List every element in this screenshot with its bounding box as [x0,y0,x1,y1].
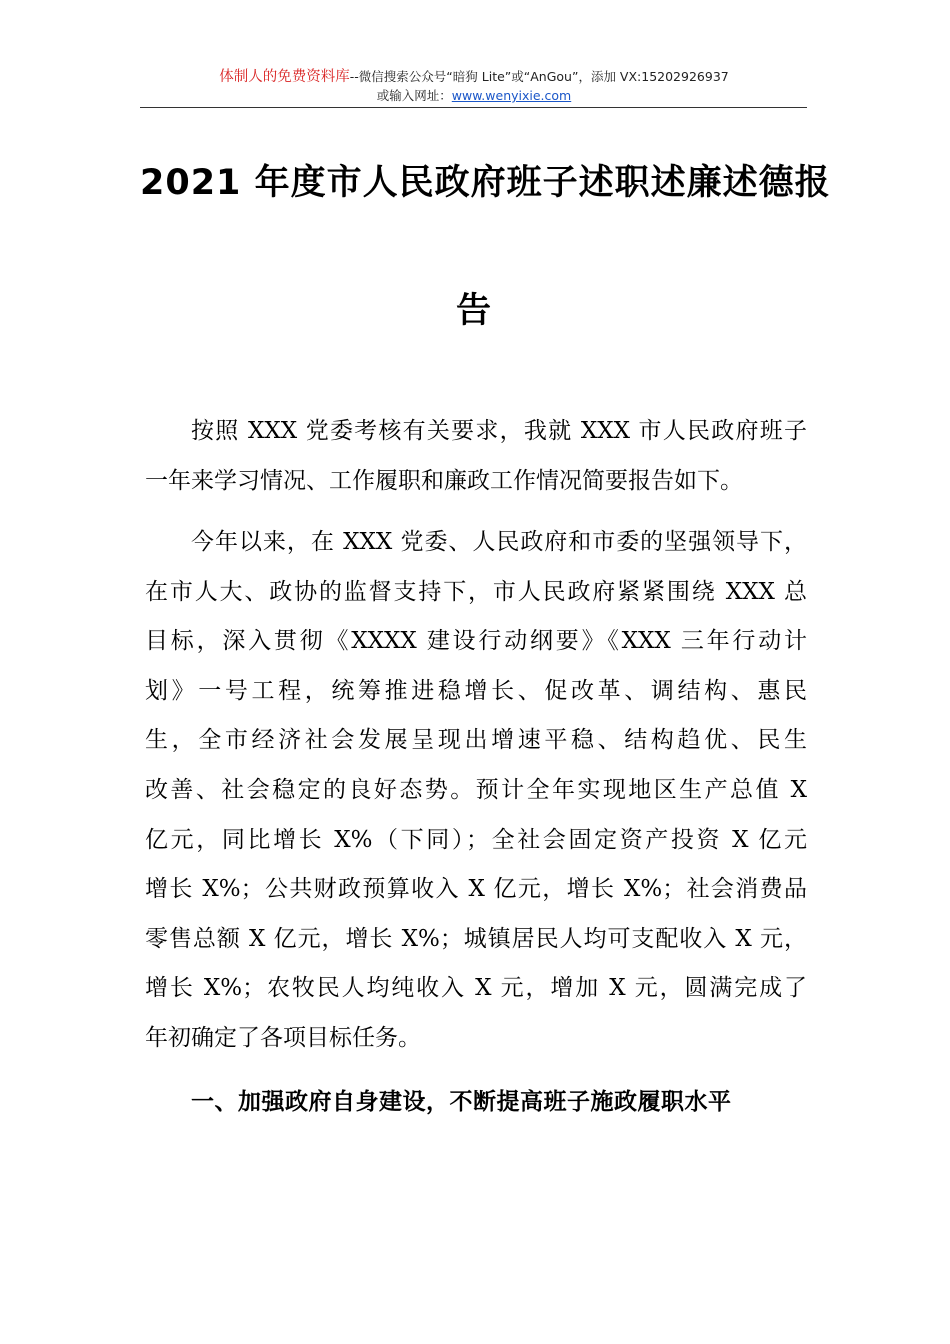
document-title-line-1: 2021 年度市人民政府班子述职述廉述德报 [140,163,831,203]
paragraph-line: 零售总额 X 亿元，增长 X%；城镇居民人均可支配收入 X 元， [145,925,807,952]
header-brand: 体制人的免费资料库 [219,69,350,85]
header-url-link[interactable]: www.wenyixie.com [451,88,572,103]
paragraph-line: 生，全市经济社会发展呈现出增速平稳、结构趋优、民生 [145,727,807,754]
paragraph-line: 增长 X%；农牧民人均纯收入 X 元，增加 X 元，圆满完成了 [145,975,807,1002]
paragraph-line: 今年以来，在 XXX 党委、人民政府和市委的坚强领导下， [191,529,807,555]
header-line-2 [140,87,808,105]
paragraph-intro [145,407,807,506]
paragraph-line: 在市人大、政协的监督支持下，市人民政府紧紧围绕 XXX 总 [145,578,807,605]
paragraph-line: 划》一号工程，统筹推进稳增长、促改革、调结构、惠民 [145,677,807,704]
paragraph-line: 改善、社会稳定的良好态势。预计全年实现地区生产总值 X [145,776,807,803]
section-heading: 一、加强政府自身建设，不断提高班子施政履职水平 [191,1089,732,1115]
header-divider [140,107,807,108]
paragraph-line: 按照 XXX 党委考核有关要求，我就 XXX 市人民政府班子 [191,418,807,444]
paragraph-line: 一年来学习情况、工作履职和廉政工作情况简要报告如下。 [145,467,743,494]
header-note: --微信搜索公众号“暗狗 Lite”或“AnGou”，添加 VX:15202926937 [349,69,729,84]
header-url-prefix: 或输入网址： [376,88,452,103]
paragraph-summary [145,518,807,1064]
paragraph-line: 亿元，同比增长 X%（下同）；全社会固定资产投资 X 亿元 [145,826,807,853]
paragraph-line: 年初确定了各项目标任务。 [145,1024,421,1051]
document-title-line-2: 告 [455,291,492,331]
page-header [140,68,808,105]
paragraph-line: 目标，深入贯彻《XXXX 建设行动纲要》《XXX 三年行动计 [145,628,807,655]
paragraph-line: 增长 X%；公共财政预算收入 X 亿元，增长 X%；社会消费品 [145,876,807,903]
header-line-1 [140,68,808,86]
